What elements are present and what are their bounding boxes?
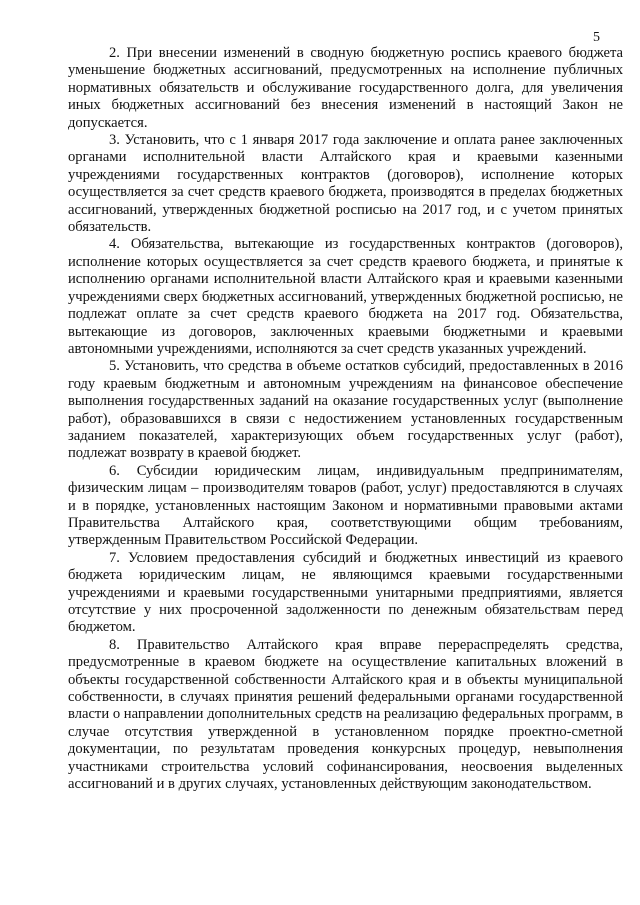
paragraph-7: 7. Условием предоставления субсидий и бюджетных инвестиций из краевого бюджета юридическим лицам, не являющимся краевыми государственными учреждениями и краевыми государственными унитарными предприятиями, является отсутствие у них просроченной задолженности по денежным обязательствам перед бюджетом. xyxy=(68,549,623,636)
paragraph-8: 8. Правительство Алтайского края вправе перераспределять средства, предусмотренные в краевом бюджете на осуществление капитальных вложений в объекты государственной собственности Алтайского края и в объекты муниципальной собственности, в случаях принятия решений федеральными органами государственной власти о направлении дополнительных средств на реализацию федеральных программ, в случае отсутствия утвержденной в установленном порядке проектно-сметной документации, по результатам проведения конкурсных процедур, невыполнения участниками строительства условий софинансирования, неосвоения выделенных ассигнований и в других случаях, установленных действующим законодательством. xyxy=(68,636,623,793)
document-body xyxy=(68,45,623,793)
paragraph-4: 4. Обязательства, вытекающие из государственных контрактов (договоров), исполнение которых осуществляется за счет средств краевого бюджета, и принятые к исполнению органами исполнительной власти Алтайского края и краевыми казенными учреждениями сверх бюджетных ассигнований, утвержденных бюджетной росписью, не подлежат оплате за счет средств краевого бюджета на 2017 год. Обязательства, вытекающие из договоров, заключенных краевыми бюджетными и краевыми автономными учреждениями, исполняются за счет средств указанных учреждений. xyxy=(68,236,623,357)
paragraph-6: 6. Субсидии юридическим лицам, индивидуальным предпринимателям, физическим лицам – производителям товаров (работ, услуг) предоставляются в случаях и в порядке, установленных настоящим Законом и нормативными правовыми актами Правительства Алтайского края, соответствующими общим требованиям, утвержденным Правительством Российской Федерации. xyxy=(68,462,623,549)
page-number: 5 xyxy=(593,30,600,45)
paragraph-5: 5. Установить, что средства в объеме остатков субсидий, предоставленных в 2016 году краевым бюджетным и автономным учреждениям на финансовое обеспечение выполнения государственных заданий на оказание государственных услуг (выполнение работ), образовавшихся в связи с недостижением установленных государственным заданием показателей, характеризующих объем государственных услуг (работ), подлежат возврату в краевой бюджет. xyxy=(68,358,623,462)
paragraph-2: 2. При внесении изменений в сводную бюджетную роспись краевого бюджета уменьшение бюджетных ассигнований, предусмотренных на исполнение публичных нормативных обязательств и обслуживание государственного долга, для увеличения иных бюджетных ассигнований без внесения изменений в настоящий Закон не допускается. xyxy=(68,45,623,131)
paragraph-3: 3. Установить, что с 1 января 2017 года заключение и оплата ранее заключенных органами исполнительной власти Алтайского края и краевыми казенными учреждениями государственных контрактов (договоров), исполнение которых осуществляется за счет средств краевого бюджета, производятся в пределах бюджетных ассигнований, утвержденных бюджетной росписью на 2017 год, и с учетом принятых обязательств. xyxy=(68,132,623,236)
